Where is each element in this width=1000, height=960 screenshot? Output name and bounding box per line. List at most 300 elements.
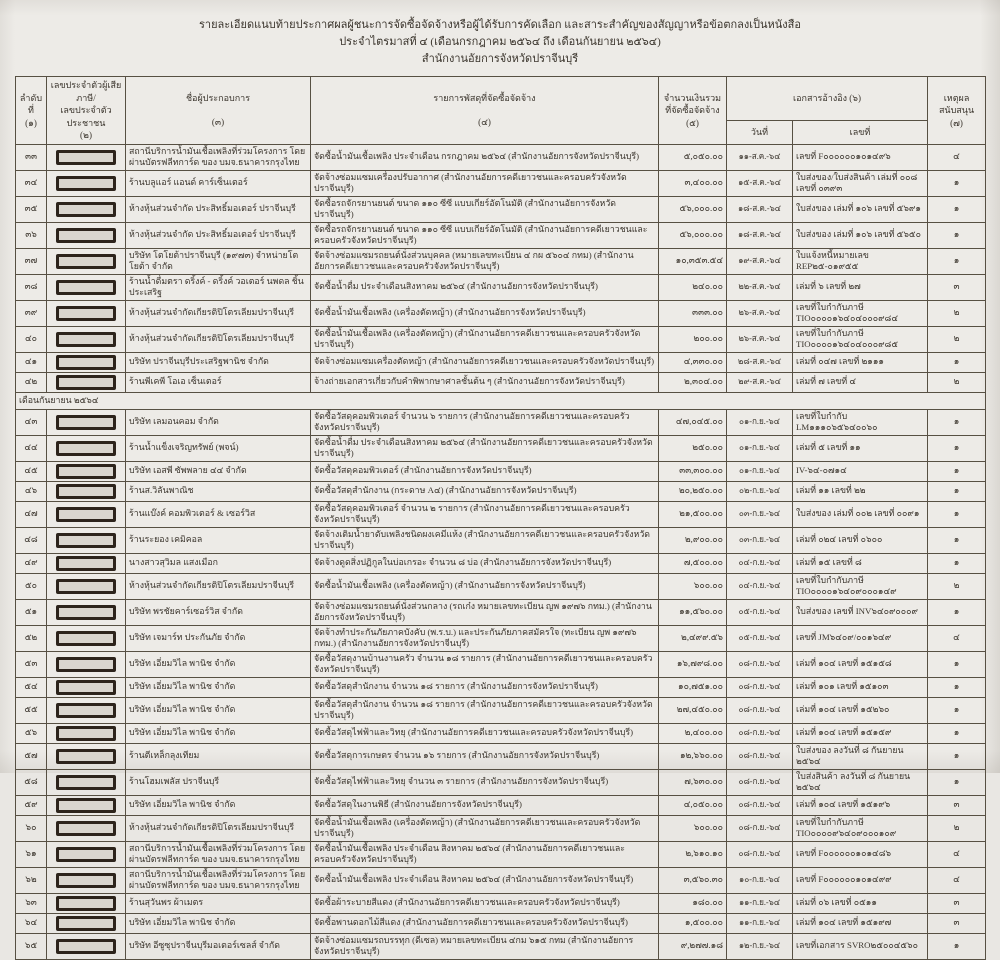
- reference-date: ๐๓-ก.ย.-๖๔: [727, 527, 793, 553]
- reason-code: ๑: [928, 435, 986, 461]
- reference-number: เลขที่ F๐๐๐๐๐๐๑๐๑๔๙๙: [793, 867, 928, 893]
- header-reference-number: เลขที่: [793, 121, 928, 144]
- taxpayer-id-cell: [47, 274, 126, 300]
- reference-number: เล่มที่ ๕ เลขที่ ๑๑: [793, 435, 928, 461]
- header-reason-num: (๗): [950, 117, 963, 128]
- item-description: จัดซื้อน้ำดื่ม ประจำเดือนสิงหาคม ๒๕๖๔ (สำนักงานอัยการคดีเยาวชนและครอบครัวจังหวัดปราจีนบุรี): [311, 435, 659, 461]
- taxpayer-id-cell: [47, 743, 126, 769]
- table-row: [16, 795, 986, 815]
- reason-code: ๑: [928, 222, 986, 248]
- vendor-name: ห้างหุ้นส่วนจำกัดเกียรติปิโตรเลียมปราจีนบุรี: [126, 573, 311, 599]
- taxpayer-id-cell: [47, 435, 126, 461]
- reason-code: ๒: [928, 326, 986, 352]
- row-number: ๕๑: [16, 599, 47, 625]
- taxpayer-id-cell: [47, 372, 126, 392]
- vendor-name: บริษัท เอี่ยมวิไล พานิช จำกัด: [126, 697, 311, 723]
- vendor-name: ร้านสุวันพร ผ้าเมตร: [126, 893, 311, 913]
- table-row: [16, 144, 986, 170]
- item-description: จัดซื้อวัสดุคอมพิวเตอร์ จำนวน ๖ รายการ (สำนักงานอัยการคดีเยาวชนและครอบครัวจังหวัดปราจีนบุรี): [311, 409, 659, 435]
- row-number: ๕๔: [16, 677, 47, 697]
- reason-code: ๑: [928, 599, 986, 625]
- month-section-row: [16, 392, 986, 409]
- redacted-taxpayer-id: [56, 657, 116, 672]
- item-description: จัดซื้อพานดอกไม้สีแดง (สำนักงานอัยการคดีเยาวชนและครอบครัวจังหวัดปราจีนบุรี): [311, 913, 659, 933]
- vendor-name: ร้านน้ำแข็งเจริญทรัพย์ (พจน์): [126, 435, 311, 461]
- amount-value: ๒,๓๐๔.๐๐: [659, 372, 727, 392]
- header-vendor-num: (๓): [211, 117, 225, 128]
- reference-number: เล่มที่ ๑๐๔ เลขที่ ๑๕๒๖๐: [793, 697, 928, 723]
- header-reference-date: วันที่: [727, 121, 793, 144]
- vendor-name: ร้านระยอง เคมิคอล: [126, 527, 311, 553]
- taxpayer-id-cell: [47, 697, 126, 723]
- header-taxid-line1: เลขประจำตัวผู้เสียภาษี/: [50, 80, 122, 103]
- item-description: จัดจ้างซ่อมแซมรถยนต์นั่งส่วนบุคคล (หมายเลขทะเบียน ๔ กผ ๕๖๐๔ กทม) (สำนักงานอัยการคดีเยาวชนและครอบครัวจังหวัดปราจีนบุรี): [311, 248, 659, 274]
- amount-value: ๒๗,๔๕๐.๐๐: [659, 697, 727, 723]
- amount-value: ๒,๔๙๙.๕๖: [659, 625, 727, 651]
- reference-number: ใบส่งของ/ใบส่งสินค้า เล่มที่ ๐๐๘ เลขที่ ๐๓๙๓: [793, 170, 928, 196]
- vendor-name: ห้างหุ้นส่วนจำกัดเกียรติปิโตรเลียมปราจีนบุรี: [126, 300, 311, 326]
- taxpayer-id-cell: [47, 461, 126, 481]
- item-description: จัดซื้อวัสดุในงานพิธี (สำนักงานอัยการจังหวัดปราจีนบุรี): [311, 795, 659, 815]
- vendor-name: บริษัท พรชัยคาร์เซอร์วิส จำกัด: [126, 599, 311, 625]
- amount-value: ๑๖,๗๙๘.๐๐: [659, 651, 727, 677]
- item-description: จัดซื้อผ้าระบายสีแดง (สำนักงานอัยการคดีเยาวชนและครอบครัวจังหวัดปราจีนบุรี): [311, 893, 659, 913]
- redacted-taxpayer-id: [56, 533, 116, 548]
- row-number: ๕๖: [16, 723, 47, 743]
- item-description: จัดจ้างดูดสิ่งปฏิกูลในบ่อเกรอะ จำนวน ๘ บ่อ (สำนักงานอัยการจังหวัดปราจีนบุรี): [311, 553, 659, 573]
- taxpayer-id-cell: [47, 625, 126, 651]
- reference-date: ๒๒-ส.ค.-๖๔: [727, 274, 793, 300]
- taxpayer-id-cell: [47, 599, 126, 625]
- reference-date: ๐๕-ก.ย.-๖๔: [727, 599, 793, 625]
- reason-code: ๑: [928, 481, 986, 501]
- taxpayer-id-cell: [47, 933, 126, 959]
- amount-value: ๓๓,๓๐๐.๐๐: [659, 461, 727, 481]
- header-order-line2: ที่: [28, 105, 34, 115]
- reference-number: เล่มที่ ๑๐๔ เลขที่ ๑๕๑๕๘: [793, 651, 928, 677]
- item-description: จัดซื้อน้ำมันเชื้อเพลิง ประจำเดือน กรกฎาคม ๒๕๖๔ (สำนักงานอัยการจังหวัดปราจีนบุรี): [311, 144, 659, 170]
- reference-number: เล่มที่ ๑๕ เลขที่ ๘: [793, 553, 928, 573]
- row-number: ๓๖: [16, 222, 47, 248]
- table-body: [16, 144, 986, 959]
- item-description: จัดจ้างเติมน้ำยาดับเพลิงชนิดผงเคมีแห้ง (สำนักงานอัยการคดีเยาวชนและครอบครัวจังหวัดปราจีนบุรี): [311, 527, 659, 553]
- amount-value: ๕๖,๐๐๐.๐๐: [659, 196, 727, 222]
- header-amount-line2: ที่จัดซื้อจัดจ้าง: [665, 105, 720, 115]
- vendor-name: บริษัท เอี่ยมวิไล พานิช จำกัด: [126, 913, 311, 933]
- item-description: จัดซื้อน้ำมันเชื้อเพลิง (เครื่องตัดหญ้า) (สำนักงานอัยการจังหวัดปราจีนบุรี): [311, 300, 659, 326]
- vendor-name: บริษัท ปราจีนบุรีประเสริฐพานิช จำกัด: [126, 352, 311, 372]
- table-row: [16, 697, 986, 723]
- reason-code: ๑: [928, 527, 986, 553]
- reason-code: ๑: [928, 743, 986, 769]
- taxpayer-id-cell: [47, 501, 126, 527]
- document-title-block: [0, 0, 1000, 68]
- taxpayer-id-cell: [47, 222, 126, 248]
- table-row: [16, 913, 986, 933]
- vendor-name: ห้างหุ้นส่วนจำกัดเกียรติปิโตรเลียมปราจีนบุรี: [126, 326, 311, 352]
- item-description: จัดซื้อวัสดุคอมพิวเตอร์ (สำนักงานอัยการจังหวัดปราจีนบุรี): [311, 461, 659, 481]
- redacted-taxpayer-id: [56, 847, 116, 862]
- table-row: [16, 372, 986, 392]
- taxpayer-id-cell: [47, 481, 126, 501]
- header-taxid: [47, 77, 126, 145]
- redacted-taxpayer-id: [56, 306, 116, 321]
- table-row: [16, 599, 986, 625]
- redacted-taxpayer-id: [56, 896, 116, 911]
- taxpayer-id-cell: [47, 867, 126, 893]
- reference-date: ๒๘-ส.ค.-๖๔: [727, 352, 793, 372]
- reference-date: ๒๖-ส.ค.-๖๔: [727, 326, 793, 352]
- reference-date: ๒๙-ส.ค.-๖๔: [727, 372, 793, 392]
- reference-date: ๑๑-ก.ย.-๖๔: [727, 893, 793, 913]
- vendor-name: ห้างหุ้นส่วนจำกัด ประสิทธิ์มอเตอร์ ปราจีนบุรี: [126, 196, 311, 222]
- item-description: จัดซื้อน้ำมันเชื้อเพลิง (เครื่องตัดหญ้า) (สำนักงานอัยการคดีเยาวชนและครอบครัวจังหวัดปราจีนบุรี): [311, 815, 659, 841]
- reference-number: เลขที่ใบกำกับภาษี TIO๐๐๐๐๑๖๔๐๙๐๐๐๑๔๙: [793, 573, 928, 599]
- reason-code: ๓: [928, 913, 986, 933]
- table-row: [16, 815, 986, 841]
- amount-value: ๓๓๓.๐๐: [659, 300, 727, 326]
- reference-date: ๐๓-ก.ย.-๖๔: [727, 501, 793, 527]
- vendor-name: ร้านบลูแอร์ แอนด์ คาร์เซ็นเตอร์: [126, 170, 311, 196]
- amount-value: ๖๐๐.๐๐: [659, 573, 727, 599]
- redacted-taxpayer-id: [56, 749, 116, 764]
- table-row: [16, 677, 986, 697]
- taxpayer-id-cell: [47, 196, 126, 222]
- redacted-taxpayer-id: [56, 703, 116, 718]
- table-row: [16, 867, 986, 893]
- redacted-taxpayer-id: [56, 464, 116, 479]
- procurement-table: [15, 76, 986, 960]
- row-number: ๓๔: [16, 170, 47, 196]
- amount-value: ๑๒,๖๖๐.๐๐: [659, 743, 727, 769]
- amount-value: ๒๑,๕๐๐.๐๐: [659, 501, 727, 527]
- header-reason: [928, 77, 986, 145]
- redacted-taxpayer-id: [56, 631, 116, 646]
- redacted-taxpayer-id: [56, 821, 116, 836]
- row-number: ๕๒: [16, 625, 47, 651]
- row-number: ๔๓: [16, 409, 47, 435]
- reason-code: ๔: [928, 625, 986, 651]
- amount-value: ๒,๔๐๐.๐๐: [659, 723, 727, 743]
- header-item-num: (๔): [478, 117, 491, 128]
- vendor-name: ร้านพีเคพี โอเอ เซ็นเตอร์: [126, 372, 311, 392]
- amount-value: ๙,๒๗๗.๑๘: [659, 933, 727, 959]
- item-description: จัดซื้อน้ำมันเชื้อเพลิง ประจำเดือน สิงหาคม ๒๕๖๔ (สำนักงานอัยการคดีเยาวชนและครอบครัวจังหวัดปราจีนบุรี): [311, 841, 659, 867]
- reference-date: ๐๘-ก.ย.-๖๔: [727, 697, 793, 723]
- reference-number: เลขที่เอกสาร SVRO๒๕๐๐๔๕๖๐: [793, 933, 928, 959]
- redacted-taxpayer-id: [56, 332, 116, 347]
- header-order-num: (๑): [25, 117, 37, 128]
- taxpayer-id-cell: [47, 723, 126, 743]
- row-number: ๓๘: [16, 274, 47, 300]
- item-description: จัดจ้างทำประกันภัยภาคบังคับ (พ.ร.บ.) และประกันภัยภาคสมัครใจ (ทะเบียน ญพ ๑๙๗๖ กทม.) (สำนักงานอัยการจังหวัดปราจีนบุรี): [311, 625, 659, 651]
- item-description: จ้างถ่ายเอกสารเกี่ยวกับคำพิพากษาศาลชั้นต้น ๆ (สำนักงานอัยการจังหวัดปราจีนบุรี): [311, 372, 659, 392]
- reason-code: ๑: [928, 553, 986, 573]
- reference-date: ๐๘-ก.ย.-๖๔: [727, 769, 793, 795]
- reason-code: ๑: [928, 170, 986, 196]
- row-number: ๓๓: [16, 144, 47, 170]
- redacted-taxpayer-id: [56, 484, 116, 499]
- table-row: [16, 435, 986, 461]
- table-row: [16, 893, 986, 913]
- reference-number: เล่มที่ ๐๖ เลขที่ ๐๕๑๑: [793, 893, 928, 913]
- reference-date: ๐๘-ก.ย.-๖๔: [727, 815, 793, 841]
- vendor-name: บริษัท โตโยต้าปราจีนบุรี (๑๙๗๓) จำหน่ายโตโยต้า จำกัด: [126, 248, 311, 274]
- reference-date: ๑๑-ก.ย.-๖๔: [727, 913, 793, 933]
- header-taxid-num: (๒): [80, 130, 92, 140]
- document-title-line2: ประจำไตรมาสที่ ๔ (เดือนกรกฎาคม ๒๕๖๔ ถึง เดือนกันยายน ๒๕๖๔): [339, 36, 661, 48]
- amount-value: ๒๐,๒๕๐.๐๐: [659, 481, 727, 501]
- item-description: จัดซื้อน้ำมันเชื้อเพลิง (เครื่องตัดหญ้า) (สำนักงานอัยการจังหวัดปราจีนบุรี): [311, 573, 659, 599]
- reason-code: ๒: [928, 300, 986, 326]
- amount-value: ๑๘๐.๐๐: [659, 893, 727, 913]
- reference-number: เลขที่ใบกำกับภาษี TIO๐๐๐๐๙๖๔๐๙๐๐๐๑๐๙: [793, 815, 928, 841]
- reference-number: เล่มที่ ๑๑ เลขที่ ๒๒: [793, 481, 928, 501]
- table-row: [16, 481, 986, 501]
- reference-number: เลขที่ F๐๐๐๐๐๐๑๐๑๔๙๖: [793, 144, 928, 170]
- amount-value: ๒,๙๐๐.๐๐: [659, 527, 727, 553]
- taxpayer-id-cell: [47, 409, 126, 435]
- row-number: ๓๗: [16, 248, 47, 274]
- reference-number: ใบส่งของ เล่มที่ ๐๐๒ เลขที่ ๐๐๙๑: [793, 501, 928, 527]
- header-order: [16, 77, 47, 145]
- redacted-taxpayer-id: [56, 556, 116, 571]
- vendor-name: นางสาวสุวิมล แสงเมือก: [126, 553, 311, 573]
- redacted-taxpayer-id: [56, 605, 116, 620]
- month-section-label: เดือนกันยายน ๒๕๖๔: [16, 392, 986, 409]
- reason-code: ๓: [928, 795, 986, 815]
- item-description: จัดซื้อวัสดุไฟฟ้าและวิทยุ จำนวน ๓ รายการ (สำนักงานอัยการจังหวัดปราจีนบุรี): [311, 769, 659, 795]
- vendor-name: บริษัท เอสพี ซัพพลาย ๔๔ จำกัด: [126, 461, 311, 481]
- header-amount-line1: จำนวนเงินรวม: [663, 92, 722, 103]
- row-number: ๖๑: [16, 841, 47, 867]
- reason-code: ๔: [928, 867, 986, 893]
- table-row: [16, 651, 986, 677]
- reference-number: ใบแจ้งหนี้หมายเลข REP๒๕-๐๑๙๕๕: [793, 248, 928, 274]
- header-reason-line1: เหตุผล: [943, 92, 970, 103]
- reason-code: ๒: [928, 815, 986, 841]
- amount-value: ๗,๕๐๐.๐๐: [659, 553, 727, 573]
- reference-date: ๒๖-ส.ค.-๖๔: [727, 300, 793, 326]
- table-header: [16, 77, 986, 145]
- reference-date: ๑๘-ส.ค.-๖๔: [727, 196, 793, 222]
- reference-date: ๑๕-ส.ค.-๖๔: [727, 170, 793, 196]
- row-number: ๔๔: [16, 435, 47, 461]
- redacted-taxpayer-id: [56, 176, 116, 191]
- reference-number: เล่มที่ ๖ เลขที่ ๒๗: [793, 274, 928, 300]
- table-row: [16, 274, 986, 300]
- reason-code: ๑: [928, 723, 986, 743]
- vendor-name: บริษัท เอี่ยมวิไล พานิช จำกัด: [126, 723, 311, 743]
- redacted-taxpayer-id: [56, 798, 116, 813]
- amount-value: ๒๐๐.๐๐: [659, 326, 727, 352]
- vendor-name: ร้านตีเหล็กลุงเทียม: [126, 743, 311, 769]
- reference-date: ๐๘-ก.ย.-๖๔: [727, 795, 793, 815]
- amount-value: ๕,๐๕๐.๐๐: [659, 144, 727, 170]
- reference-number: เล่มที่ ๗ เลขที่ ๔: [793, 372, 928, 392]
- table-row: [16, 300, 986, 326]
- reference-date: ๑๙-ส.ค.-๖๔: [727, 248, 793, 274]
- header-reference-docs: เอกสารอ้างอิง (๖): [727, 77, 928, 121]
- redacted-taxpayer-id: [56, 415, 116, 430]
- reference-date: ๐๑-ก.ย.-๖๔: [727, 435, 793, 461]
- redacted-taxpayer-id: [56, 280, 116, 295]
- reference-date: ๐๘-ก.ย.-๖๔: [727, 723, 793, 743]
- reason-code: ๑: [928, 409, 986, 435]
- redacted-taxpayer-id: [56, 916, 116, 931]
- reference-date: ๐๔-ก.ย.-๖๔: [727, 573, 793, 599]
- table-row: [16, 933, 986, 959]
- item-description: จัดซื้อน้ำมันเชื้อเพลิง ประจำเดือน สิงหาคม ๒๕๖๔ (สำนักงานอัยการจังหวัดปราจีนบุรี): [311, 867, 659, 893]
- reference-number: ใบส่งของ เล่มที่ ๑๐๖ เลขที่ ๕๖๕๐: [793, 222, 928, 248]
- amount-value: ๒๕๐.๐๐: [659, 435, 727, 461]
- reference-date: ๐๔-ก.ย.-๖๔: [727, 553, 793, 573]
- taxpayer-id-cell: [47, 352, 126, 372]
- item-description: จัดซื้อวัสดุงานบ้านงานครัว จำนวน ๑๘ รายการ (สำนักงานอัยการคดีเยาวชนและครอบครัวจังหวัดปราจีนบุรี): [311, 651, 659, 677]
- row-number: ๔๒: [16, 372, 47, 392]
- reference-number: เล่มที่ ๑๐๔ เลขที่ ๑๕๑๕๙: [793, 723, 928, 743]
- vendor-name: สถานีบริการน้ำมันเชื้อเพลิงที่ร่วมโครงการ โดยผ่านบัตรฟลีทการ์ด ของ บมจ.ธนาคารกรุงไทย: [126, 867, 311, 893]
- vendor-name: ร้านแบ๊งค์ คอมพิวเตอร์ & เซอร์วิส: [126, 501, 311, 527]
- redacted-taxpayer-id: [56, 202, 116, 217]
- header-vendor-label: ชื่อผู้ประกอบการ: [185, 92, 251, 103]
- row-number: ๔๖: [16, 481, 47, 501]
- reference-number: เลขที่ใบกำกับภาษี TIO๐๐๐๐๑๖๔๐๔๐๐๐๙๘๔: [793, 300, 928, 326]
- reference-date: ๐๑-ก.ย.-๖๔: [727, 409, 793, 435]
- reason-code: ๑: [928, 697, 986, 723]
- reason-code: ๑: [928, 248, 986, 274]
- reason-code: ๓: [928, 274, 986, 300]
- reference-number: ใบส่งของ เล่มที่ ๑๐๖ เลขที่ ๕๖๙๑: [793, 196, 928, 222]
- reference-number: เล่มที่ ๐๒๔ เลขที่ ๐๖๐๐: [793, 527, 928, 553]
- row-number: ๕๗: [16, 743, 47, 769]
- taxpayer-id-cell: [47, 769, 126, 795]
- reference-date: ๐๑-ก.ย.-๖๔: [727, 461, 793, 481]
- row-number: ๖๐: [16, 815, 47, 841]
- table-row: [16, 196, 986, 222]
- amount-value: ๑๐,๗๕๑.๐๐: [659, 677, 727, 697]
- redacted-taxpayer-id: [56, 441, 116, 456]
- row-number: ๕๐: [16, 573, 47, 599]
- reference-number: เลขที่ใบกำกับ LM๑๑๑๐๖๕๖๔๐๐๖๐: [793, 409, 928, 435]
- row-number: ๖๕: [16, 933, 47, 959]
- reason-code: ๔: [928, 144, 986, 170]
- amount-value: ๗,๖๓๐.๐๐: [659, 769, 727, 795]
- row-number: ๕๘: [16, 769, 47, 795]
- redacted-taxpayer-id: [56, 254, 116, 269]
- row-number: ๖๔: [16, 913, 47, 933]
- item-description: จัดซื้อวัสดุคอมพิวเตอร์ จำนวน ๒ รายการ (สำนักงานอัยการคดีเยาวชนและครอบครัวจังหวัดปราจีนบุรี): [311, 501, 659, 527]
- table-row: [16, 841, 986, 867]
- reference-number: ใบส่งของ เลขที่ INV๖๔๐๙๐๐๐๙: [793, 599, 928, 625]
- item-description: จัดจ้างซ่อมแซมเครื่องตัดหญ้า (สำนักงานอัยการคดีเยาวชนและครอบครัวจังหวัดปราจีนบุรี): [311, 352, 659, 372]
- reference-date: ๐๘-ก.ย.-๖๔: [727, 677, 793, 697]
- amount-value: ๔,๐๕๐.๐๐: [659, 795, 727, 815]
- reference-date: ๐๕-ก.ย.-๖๔: [727, 625, 793, 651]
- row-number: ๖๒: [16, 867, 47, 893]
- amount-value: ๑,๕๐๐.๐๐: [659, 913, 727, 933]
- document-title-line3: สำนักงานอัยการจังหวัดปราจีนบุรี: [421, 53, 579, 65]
- reference-number: ใบส่งสินค้า ลงวันที่ ๘ กันยายน ๒๕๖๔: [793, 769, 928, 795]
- table-row: [16, 461, 986, 481]
- reason-code: ๑: [928, 352, 986, 372]
- header-taxid-line2: เลขประจำตัวประชาชน: [60, 105, 112, 128]
- row-number: ๔๗: [16, 501, 47, 527]
- item-description: จัดซื้อวัสดุสำนักงาน (กระดาษ A๔) (สำนักงานอัยการจังหวัดปราจีนบุรี): [311, 481, 659, 501]
- redacted-taxpayer-id: [56, 873, 116, 888]
- item-description: จัดซื้อวัสดุสำนักงาน จำนวน ๑๘ รายการ (สำนักงานอัยการจังหวัดปราจีนบุรี): [311, 677, 659, 697]
- table-row: [16, 573, 986, 599]
- redacted-taxpayer-id: [56, 775, 116, 790]
- table-row: [16, 170, 986, 196]
- reason-code: ๑: [928, 651, 986, 677]
- row-number: ๕๓: [16, 651, 47, 677]
- vendor-name: ร้านน้ำดื่มตรา ดริ้งค์ - ดริ้งค์ วอเตอร์ นพดล ชิ้นประเสริฐ: [126, 274, 311, 300]
- item-description: จัดจ้างซ่อมแซมเครื่องปรับอากาศ (สำนักงานอัยการคดีเยาวชนและครอบครัวจังหวัดปราจีนบุรี): [311, 170, 659, 196]
- vendor-name: สถานีบริการน้ำมันเชื้อเพลิงที่ร่วมโครงการ โดยผ่านบัตรฟลีทการ์ด ของ บมจ.ธนาคารกรุงไทย: [126, 841, 311, 867]
- amount-value: ๒,๖๑๐.๑๐: [659, 841, 727, 867]
- table-row: [16, 553, 986, 573]
- redacted-taxpayer-id: [56, 726, 116, 741]
- vendor-name: ร้านโฮมเพลัส ปราจีนบุรี: [126, 769, 311, 795]
- redacted-taxpayer-id: [56, 228, 116, 243]
- vendor-name: บริษัท เจมาร์ท ประกันภัย จำกัด: [126, 625, 311, 651]
- row-number: ๔๙: [16, 553, 47, 573]
- redacted-taxpayer-id: [56, 680, 116, 695]
- item-description: จัดซื้อวัสดุไฟฟ้าและวิทยุ (สำนักงานอัยการคดีเยาวชนและครอบครัวจังหวัดปราจีนบุรี): [311, 723, 659, 743]
- taxpayer-id-cell: [47, 326, 126, 352]
- reference-number: ใบส่งของ ลงวันที่ ๘ กันยายน ๒๕๖๔: [793, 743, 928, 769]
- row-number: ๕๙: [16, 795, 47, 815]
- header-amount-num: (๕): [686, 117, 699, 128]
- redacted-taxpayer-id: [56, 507, 116, 522]
- header-item-label: รายการพัสดุที่จัดซื้อจัดจ้าง: [433, 92, 536, 103]
- reference-date: ๑๑-ส.ค.-๖๔: [727, 144, 793, 170]
- table-row: [16, 326, 986, 352]
- reference-number: เล่มที่ ๑๐๔ เลขที่ ๑๕๑๙๗: [793, 913, 928, 933]
- taxpayer-id-cell: [47, 815, 126, 841]
- reason-code: ๑: [928, 461, 986, 481]
- redacted-taxpayer-id: [56, 579, 116, 594]
- amount-value: ๓,๔๐๐.๐๐: [659, 170, 727, 196]
- table-row: [16, 409, 986, 435]
- amount-value: ๕๖,๐๐๐.๐๐: [659, 222, 727, 248]
- vendor-name: บริษัท เลมอนคอม จำกัด: [126, 409, 311, 435]
- redacted-taxpayer-id: [56, 355, 116, 370]
- vendor-name: สถานีบริการน้ำมันเชื้อเพลิงที่ร่วมโครงการ โดยผ่านบัตรฟลีทการ์ด ของ บมจ.ธนาคารกรุงไทย: [126, 144, 311, 170]
- reason-code: ๒: [928, 372, 986, 392]
- taxpayer-id-cell: [47, 300, 126, 326]
- taxpayer-id-cell: [47, 913, 126, 933]
- redacted-taxpayer-id: [56, 150, 116, 165]
- table-row: [16, 527, 986, 553]
- item-description: จัดซื้อวัสดุสำนักงาน จำนวน ๑๘ รายการ (สำนักงานอัยการคดีเยาวชนและครอบครัวจังหวัดปราจีนบุรี): [311, 697, 659, 723]
- vendor-name: บริษัท เอี่ยมวิไล พานิช จำกัด: [126, 795, 311, 815]
- reference-number: เลขที่ F๐๐๐๐๐๐๑๐๑๔๘๖: [793, 841, 928, 867]
- table-row: [16, 352, 986, 372]
- reason-code: ๑: [928, 769, 986, 795]
- reason-code: ๑: [928, 933, 986, 959]
- item-description: จัดซื้อรถจักรยานยนต์ ขนาด ๑๑๐ ซีซี แบบเกียร์อัตโนมัติ (สำนักงานอัยการคดีเยาวชนและครอบครัวจังหวัดปราจีนบุรี): [311, 222, 659, 248]
- amount-value: ๔,๓๓๐.๐๐: [659, 352, 727, 372]
- amount-value: ๔๗,๐๔๕.๐๐: [659, 409, 727, 435]
- row-number: ๓๕: [16, 196, 47, 222]
- reason-code: ๓: [928, 893, 986, 913]
- reference-date: ๐๘-ก.ย.-๖๔: [727, 841, 793, 867]
- reference-number: เลขที่ใบกำกับภาษี TIO๐๐๐๐๑๖๔๐๔๐๐๐๙๘๕: [793, 326, 928, 352]
- taxpayer-id-cell: [47, 144, 126, 170]
- taxpayer-id-cell: [47, 677, 126, 697]
